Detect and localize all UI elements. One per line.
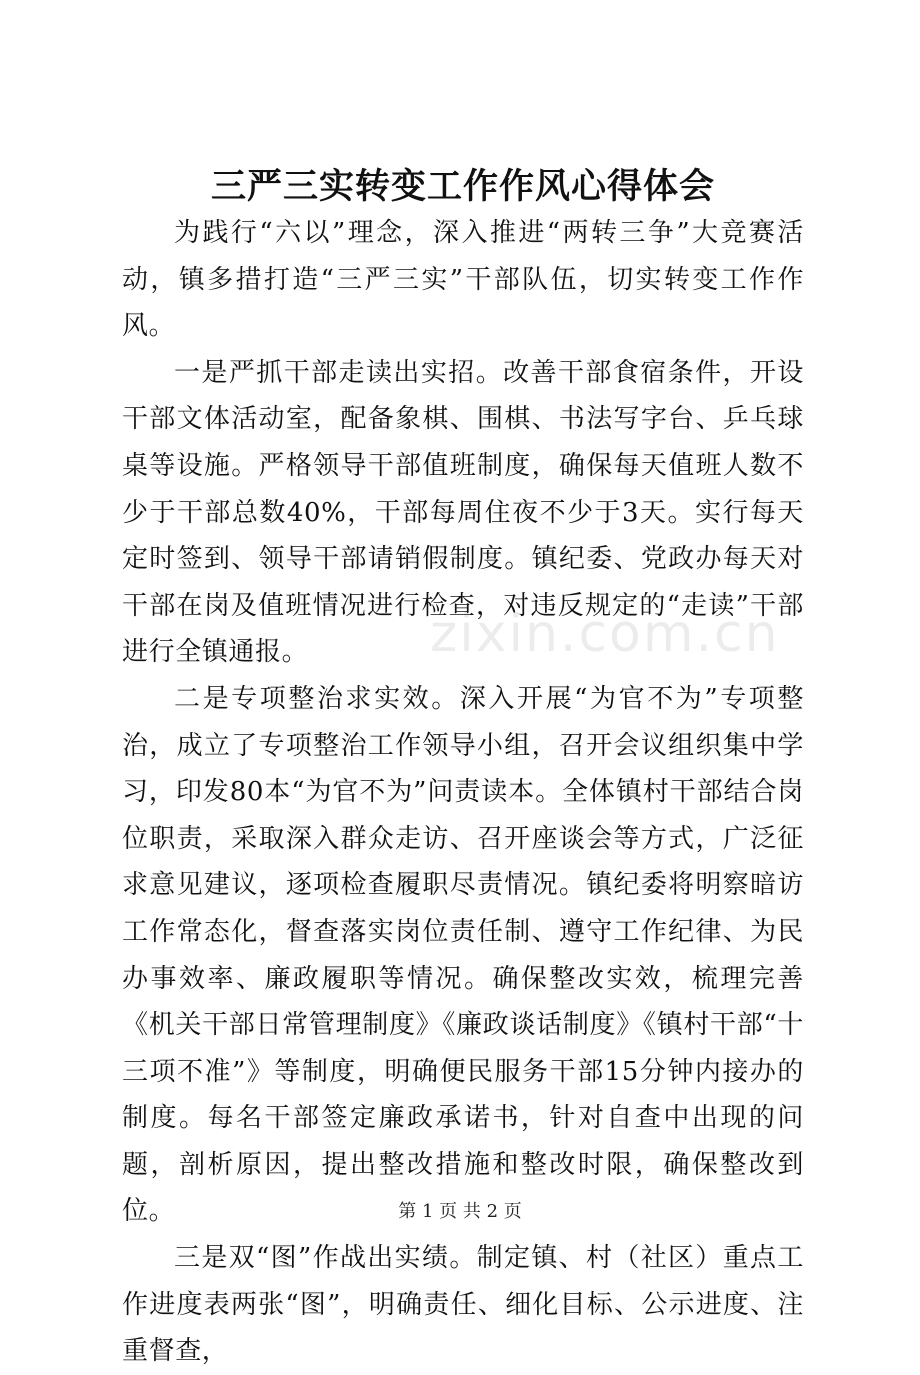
document-body bbox=[122, 164, 804, 1375]
watermark: zixin.com.cn bbox=[430, 604, 780, 664]
paragraph-three: 三是双“图”作战出实绩。制定镇、村（社区）重点工作进度表两张“图”，明确责任、细化目标、公示进度、注重督查， bbox=[122, 1243, 804, 1367]
document-title: 三严三实转变工作作风心得体会 bbox=[210, 166, 715, 207]
paragraph-one: 一是严抓干部走读出实招。改善干部食宿条件，开设干部文体活动室，配备象棋、围棋、书法写字台、乒乓球桌等设施。严格领导干部值班制度，确保每天值班人数不少于干部总数40%，干部每周住夜不少于3天。实行每天定时签到、领导干部请销假制度。镇纪委、党政办每天对干部在岗及值班情况进行检查，对违反规定的“走读”干部进行全镇通报。 bbox=[122, 357, 804, 668]
paragraph-two: 二是专项整治求实效。深入开展“为官不为”专项整治，成立了专项整治工作领导小组，召开会议组织集中学习，印发80本“为官不为”问责读本。全体镇村干部结合岗位职责，采取深入群众走访、召开座谈会等方式，广泛征求意见建议，逐项检查履职尽责情况。镇纪委将明察暗访工作常态化，督查落实岗位责任制、遵守工作纪律、为民办事效率、廉政履职等情况。确保整改实效，梳理完善《机关干部日常管理制度》《廉政谈话制度》《镇村干部“十三项不准”》等制度，明确便民服务干部15分钟内接办的制度。每名干部签定廉政承诺书，针对自查中出现的问题，剖析原因，提出整改措施和整改时限，确保整改到位。 bbox=[122, 683, 804, 1227]
paragraph-intro: 为践行“六以”理念，深入推进“两转三争”大竞赛活动，镇多措打造“三严三实”干部队伍，切实转变工作作风。 bbox=[122, 218, 804, 342]
page-number-footer: 第 1 页 共 2 页 bbox=[398, 1201, 522, 1222]
